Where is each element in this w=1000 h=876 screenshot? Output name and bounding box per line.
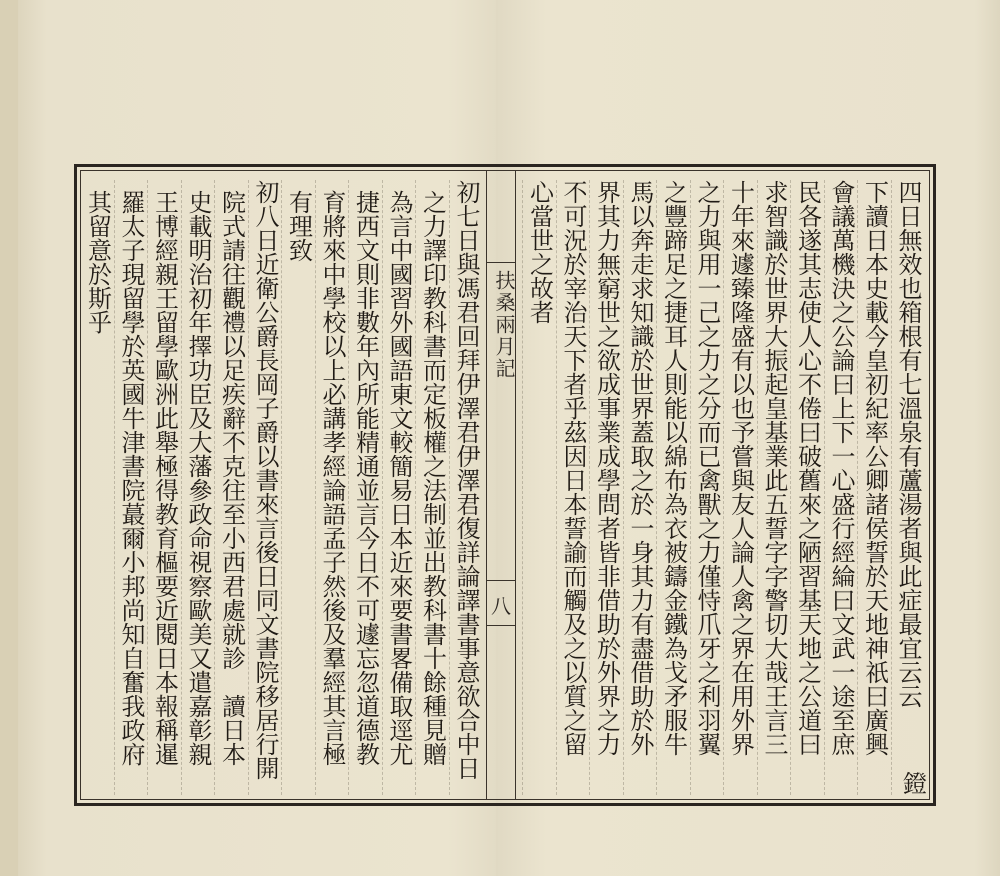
text-column: 之力與用一己之力之分而已禽獸之力僅恃爪牙之利羽翼 [690, 180, 724, 795]
spine-divider [487, 580, 515, 581]
text-column: 馬以奔走求知識於世界蓋取之於一身其力有盡借助於外 [623, 180, 657, 795]
page-number: 八 [491, 594, 511, 618]
text-column: 不可況於宰治天下者乎茲因日本誓諭而觸及之以質之留 [556, 180, 590, 795]
text-column: 界其力無窮世之欲成事業成學問者皆非借助於外界之力 [589, 180, 623, 795]
text-column: 其留意於斯乎 [80, 180, 114, 795]
text-column: 有理致 [281, 180, 315, 795]
column-tail-char: 鐙 [898, 771, 927, 795]
text-column: 初七日與馮君回拜伊澤君伊澤君復詳論譯書事意欲合中日 [449, 180, 483, 795]
text-column: 捷西文則非數年內所能精通並言今日不可遽忘忽道德教 [348, 180, 382, 795]
text-column: 十年來遽臻隆盛有以也予嘗與友人論人禽之界在用外界 [723, 180, 757, 795]
text-column [891, 180, 925, 795]
text-column: 為言中國習外國語東文較簡易日本近來要書畧備取逕尤 [382, 180, 416, 795]
text-column: 史載明治初年擇功臣及大藩參政命視察歐美又遣嘉彰親 [181, 180, 215, 795]
center-spine [486, 170, 516, 800]
spine-divider [487, 262, 515, 263]
text-column: 求智識於世界大振起皇基業此五誓字字警切大哉王言三 [757, 180, 791, 795]
text-column: 心當世之故者 [522, 180, 556, 795]
text-column: 下讀日本史載今皇初紀率公卿諸侯誓於天地神祇曰廣興 [857, 180, 891, 795]
text-column: 之力譯印教科書而定板權之法制並出教科書十餘種見贈 [415, 180, 449, 795]
text-column: 羅太子現留學於英國牛津書院蕞爾小邦尚知自奮我政府 [114, 180, 148, 795]
text-column: 育將來中學校以上必講孝經論語孟子然後及羣經其言極 [315, 180, 349, 795]
book-edge [0, 0, 18, 876]
text-column: 初八日近衛公爵長岡子爵以書來言後日同文書院移居行開 [248, 180, 282, 795]
text-column: 民各遂其志使人心不倦曰破舊來之陋習基天地之公道曰 [790, 180, 824, 795]
column-text: 四日無效也箱根有七溫泉有蘆湯者與此症最宜云云 [894, 180, 922, 708]
left-page-text [83, 180, 482, 795]
text-column: 院式請往觀禮以足疾辭不克往至小西君處就診 讀日本 [214, 180, 248, 795]
right-page-text [522, 180, 927, 795]
text-column: 會議萬機決之公論曰上下一心盛行經綸曰文武一途至庶 [824, 180, 858, 795]
spine-divider [487, 625, 515, 626]
text-column: 王博經親王留學歐洲此舉極得教育樞要近閱日本報稱暹 [147, 180, 181, 795]
text-column: 之豐蹄足之捷耳人則能以綿布為衣被鑄金鐵為戈矛服牛 [656, 180, 690, 795]
book-title: 扶桑兩月記 [492, 270, 516, 380]
